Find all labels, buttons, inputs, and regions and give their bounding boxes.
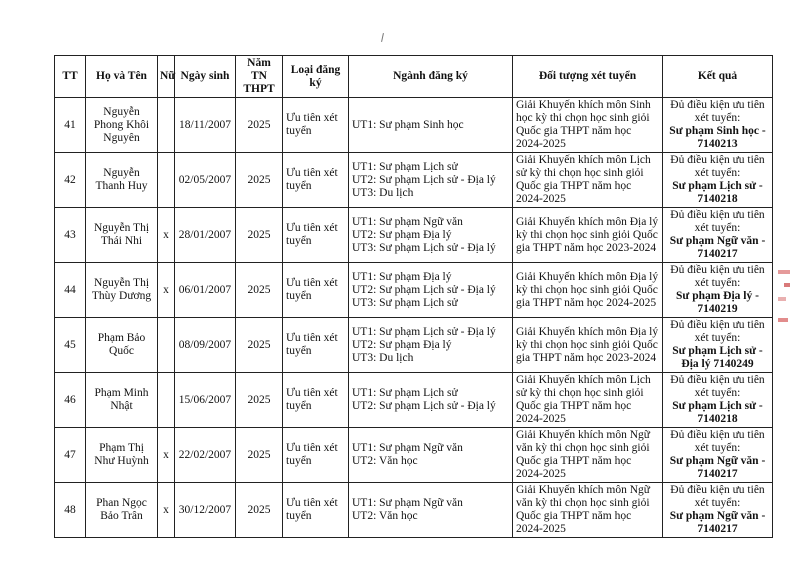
graduation-year: 2025	[236, 318, 283, 373]
header-grad-year: Năm TN THPT	[236, 56, 283, 98]
admission-criteria: Giải Khuyến khích môn Địa lý kỳ thi chọn học sinh giỏi Quốc gia THPT năm học 2023-2024	[513, 318, 663, 373]
major-choice: UT1: Sư phạm Ngữ văn	[352, 215, 463, 228]
major-choice: UT2: Văn học	[352, 510, 418, 522]
table-row	[55, 98, 773, 153]
graduation-year: 2025	[236, 483, 283, 538]
name-line: Nguyễn	[103, 167, 140, 179]
date-of-birth: 08/09/2007	[175, 318, 236, 373]
registered-majors	[349, 263, 513, 318]
major-choice: UT1: Sư phạm Lịch sử - Địa lý	[352, 325, 496, 338]
row-number: 47	[55, 428, 86, 483]
header-name: Họ và Tên	[86, 56, 158, 98]
major-choice: UT2: Sư phạm Lịch sử - Địa lý	[352, 400, 496, 412]
female-flag: x	[158, 428, 175, 483]
student-name	[86, 153, 158, 208]
result-major: Sư phạm Địa lý - 7140219	[676, 290, 759, 315]
name-line: Phan Ngọc	[96, 497, 147, 509]
registered-majors	[349, 428, 513, 483]
admission-results-table	[54, 55, 773, 538]
date-of-birth: 15/06/2007	[175, 373, 236, 428]
header-result: Kết quả	[663, 56, 773, 98]
major-choice: UT1: Sư phạm Lịch sử	[352, 160, 458, 173]
female-flag	[158, 98, 175, 153]
graduation-year: 2025	[236, 263, 283, 318]
student-name	[86, 483, 158, 538]
major-choice: UT1: Sư phạm Địa lý	[352, 270, 452, 283]
female-flag	[158, 373, 175, 428]
student-name	[86, 208, 158, 263]
result-major: Sư phạm Lịch sử - 7140218	[672, 180, 763, 205]
admission-criteria: Giải Khuyến khích môn Lịch sử kỳ thi chọn học sinh giỏi Quốc gia THPT năm học 2024-2025	[513, 153, 663, 208]
result-prefix: Đủ điều kiện ưu tiên xét tuyển:	[670, 319, 765, 344]
result-major: Sư phạm Ngữ văn - 7140217	[669, 235, 766, 260]
date-of-birth: 02/05/2007	[175, 153, 236, 208]
registration-type: Ưu tiên xét tuyển	[283, 428, 349, 483]
result	[663, 373, 773, 428]
row-number: 42	[55, 153, 86, 208]
registration-type: Ưu tiên xét tuyển	[283, 98, 349, 153]
result-prefix: Đủ điều kiện ưu tiên xét tuyển:	[670, 154, 765, 179]
name-line: Như Huỳnh	[94, 455, 149, 467]
date-of-birth: 06/01/2007	[175, 263, 236, 318]
major-choice: UT1: Sư phạm Ngữ văn	[352, 442, 463, 454]
result-major: Sư phạm Ngữ văn - 7140217	[669, 455, 766, 480]
date-of-birth: 22/02/2007	[175, 428, 236, 483]
date-of-birth: 30/12/2007	[175, 483, 236, 538]
table-row	[55, 153, 773, 208]
major-choice: UT2: Văn học	[352, 455, 418, 467]
registered-majors	[349, 153, 513, 208]
registered-majors	[349, 208, 513, 263]
result-prefix: Đủ điều kiện ưu tiên xét tuyển:	[670, 484, 765, 509]
registration-type: Ưu tiên xét tuyển	[283, 263, 349, 318]
table-row	[55, 208, 773, 263]
registered-majors	[349, 373, 513, 428]
header-criteria: Đối tượng xét tuyển	[513, 56, 663, 98]
stamp-mark	[778, 270, 790, 274]
graduation-year: 2025	[236, 98, 283, 153]
row-number: 46	[55, 373, 86, 428]
graduation-year: 2025	[236, 153, 283, 208]
result-major: Sư phạm Ngữ văn - 7140217	[669, 510, 766, 535]
page-mark	[381, 33, 384, 42]
registration-type: Ưu tiên xét tuyển	[283, 318, 349, 373]
row-number: 45	[55, 318, 86, 373]
admission-criteria: Giải Khuyến khích môn Địa lý kỳ thi chọn học sinh giỏi Quốc gia THPT năm học 2024-2025	[513, 263, 663, 318]
header-tt: TT	[55, 56, 86, 98]
name-line: Bảo Trân	[100, 510, 143, 522]
result	[663, 98, 773, 153]
registered-majors	[349, 98, 513, 153]
result-major: Sư phạm Sinh học - 7140213	[669, 125, 766, 150]
row-number: 44	[55, 263, 86, 318]
result	[663, 208, 773, 263]
name-line: Nhật	[110, 400, 133, 412]
result-major: Sư phạm Lịch sử - 7140218	[672, 400, 763, 425]
registration-type: Ưu tiên xét tuyển	[283, 153, 349, 208]
name-line: Nguyên	[103, 131, 140, 144]
name-line: Nguyễn Thị	[93, 277, 150, 289]
admission-criteria: Giải Khuyến khích môn Địa lý kỳ thi chọn học sinh giỏi Quốc gia THPT năm học 2023-2024	[513, 208, 663, 263]
admission-criteria: Giải Khuyến khích môn Ngữ văn kỳ thi chọn học sinh giỏi Quốc gia THPT năm học 2024-2025	[513, 428, 663, 483]
table-row	[55, 318, 773, 373]
stamp-mark	[778, 318, 788, 322]
registered-majors	[349, 318, 513, 373]
result	[663, 428, 773, 483]
result-major: Sư phạm Lịch sử - Địa lý 7140249	[672, 345, 763, 370]
female-flag: x	[158, 263, 175, 318]
major-choice: UT2: Sư phạm Lịch sử - Địa lý	[352, 173, 496, 186]
name-line: Phong Khôi	[93, 118, 150, 131]
student-name	[86, 263, 158, 318]
date-of-birth: 28/01/2007	[175, 208, 236, 263]
name-line: Phạm Minh	[94, 387, 149, 399]
student-name	[86, 98, 158, 153]
student-name	[86, 318, 158, 373]
major-choice: UT3: Du lịch	[352, 351, 414, 364]
female-flag: x	[158, 208, 175, 263]
name-line: Thùy Dương	[91, 290, 152, 302]
female-flag	[158, 318, 175, 373]
table-row	[55, 263, 773, 318]
header-gender: Nữ	[158, 56, 175, 98]
date-of-birth: 18/11/2007	[175, 98, 236, 153]
stamp-mark	[778, 297, 786, 301]
result-prefix: Đủ điều kiện ưu tiên xét tuyển:	[670, 99, 765, 124]
registered-majors	[349, 483, 513, 538]
female-flag: x	[158, 483, 175, 538]
result-prefix: Đủ điều kiện ưu tiên xét tuyển:	[670, 264, 765, 289]
student-name	[86, 428, 158, 483]
student-name	[86, 373, 158, 428]
result-prefix: Đủ điều kiện ưu tiên xét tuyển:	[670, 429, 765, 454]
name-line: Nguyễn	[103, 105, 140, 118]
result	[663, 153, 773, 208]
name-line: Quốc	[109, 345, 134, 357]
row-number: 43	[55, 208, 86, 263]
row-number: 41	[55, 98, 86, 153]
registration-type: Ưu tiên xét tuyển	[283, 483, 349, 538]
graduation-year: 2025	[236, 208, 283, 263]
name-line: Phạm Bảo	[97, 332, 146, 344]
name-line: Thái Nhi	[100, 235, 143, 247]
name-line: Nguyễn Thị	[93, 222, 150, 234]
name-line: Thanh Huy	[95, 180, 148, 192]
major-choice: UT3: Sư phạm Lịch sử - Địa lý	[352, 241, 496, 254]
registration-type: Ưu tiên xét tuyển	[283, 208, 349, 263]
header-reg-type: Loại đăng ký	[283, 56, 349, 98]
major-choice: UT2: Sư phạm Lịch sử - Địa lý	[352, 283, 496, 296]
major-choice: UT3: Du lịch	[352, 186, 414, 199]
header-dob: Ngày sinh	[175, 56, 236, 98]
registration-type: Ưu tiên xét tuyển	[283, 373, 349, 428]
table-row	[55, 373, 773, 428]
major-choice: UT3: Sư phạm Lịch sử	[352, 296, 458, 309]
admission-criteria: Giải Khuyến khích môn Ngữ văn kỳ thi chọn học sinh giỏi Quốc gia THPT năm học 2024-2025	[513, 483, 663, 538]
admission-criteria: Giải Khuyến khích môn Lịch sử kỳ thi chọn học sinh giỏi Quốc gia THPT năm học 2024-2025	[513, 373, 663, 428]
name-line: Phạm Thị	[99, 442, 144, 454]
major-choice: UT2: Sư phạm Địa lý	[352, 228, 452, 241]
female-flag	[158, 153, 175, 208]
admission-criteria: Giải Khuyến khích môn Sinh học kỳ thi chọn học sinh giỏi Quốc gia THPT năm học 2024-2025	[513, 98, 663, 153]
graduation-year: 2025	[236, 373, 283, 428]
row-number: 48	[55, 483, 86, 538]
result	[663, 483, 773, 538]
table-body	[55, 98, 773, 538]
major-choice: UT1: Sư phạm Ngữ văn	[352, 497, 463, 509]
result	[663, 318, 773, 373]
result	[663, 263, 773, 318]
header-majors: Ngành đăng ký	[349, 56, 513, 98]
major-choice: UT1: Sư phạm Lịch sử	[352, 387, 458, 399]
major-choice: UT2: Sư phạm Địa lý	[352, 338, 452, 351]
table-row	[55, 483, 773, 538]
result-prefix: Đủ điều kiện ưu tiên xét tuyển:	[670, 209, 765, 234]
result-prefix: Đủ điều kiện ưu tiên xét tuyển:	[670, 374, 765, 399]
table-row	[55, 428, 773, 483]
major-choice: UT1: Sư phạm Sinh học	[352, 118, 464, 131]
graduation-year: 2025	[236, 428, 283, 483]
stamp-mark	[784, 283, 790, 287]
